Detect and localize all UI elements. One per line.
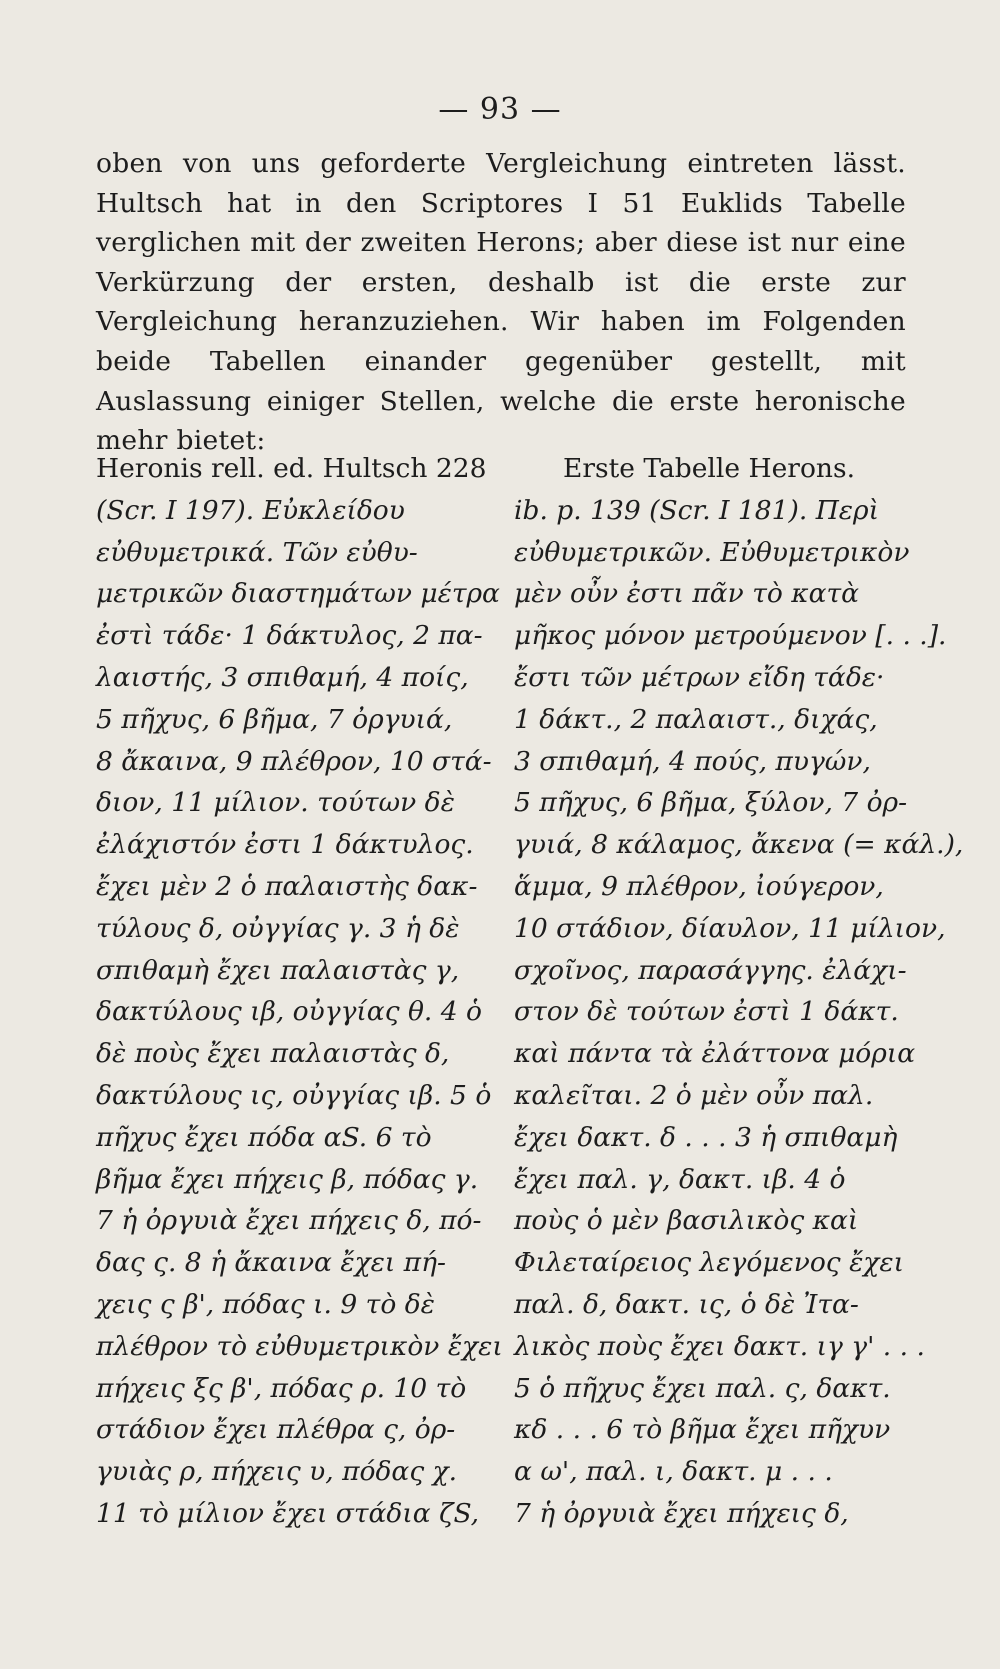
left-line: (Scr. I 197). Εὐκλείδου bbox=[96, 494, 405, 526]
left-line: στάδιον ἔχει πλέθρα ς, ὀρ- bbox=[96, 1414, 456, 1446]
left-line: 7 ἡ ὀργυιὰ ἔχει πήχεις δ, πό- bbox=[96, 1205, 482, 1237]
left-line: πῆχυς ἔχει πόδα αS. 6 τὸ bbox=[96, 1121, 432, 1153]
right-line: ποὺς ὁ μὲν βασιλικὸς καὶ bbox=[514, 1205, 859, 1237]
left-line: 5 πῆχυς, 6 βῆμα, 7 ὀργυιά, bbox=[96, 703, 453, 735]
right-line: καὶ πάντα τὰ ἐλάττονα μόρια bbox=[514, 1038, 916, 1070]
intro-paragraph: oben von uns geforderte Vergleichung eintreten lässt. Hultsch hat in den Scriptores I 51 Euklids Tabelle verglichen mit der zweiten Herons; aber diese ist nur eine Verkürzung der ersten, deshalb ist die erste zur Vergleichung heranzuziehen. Wir haben im Folgenden beide Tabellen einander gegenüber gestellt, mit Auslassung einiger Stellen, welche die erste heronische mehr bietet: bbox=[96, 148, 906, 457]
right-line: ἔχει παλ. γ, δακτ. ιβ. 4 ὁ bbox=[514, 1163, 846, 1195]
page-number: — 93 — bbox=[438, 92, 562, 127]
right-line: Φιλεταίρειος λεγόμενος ἔχει bbox=[514, 1247, 904, 1279]
left-line: δὲ ποὺς ἔχει παλαιστὰς δ, bbox=[96, 1038, 450, 1070]
right-line: ib. p. 139 (Scr. I 181). Περὶ bbox=[514, 494, 879, 526]
right-line: 7 ἡ ὀργυιὰ ἔχει πήχεις δ, bbox=[514, 1497, 849, 1529]
right-line: 10 στάδιον, δίαυλον, 11 μίλιον, bbox=[514, 912, 946, 944]
left-line: δακτύλους ιβ, οὐγγίας θ. 4 ὁ bbox=[96, 996, 483, 1028]
left-line: δας ς. 8 ἡ ἄκαινα ἔχει πή- bbox=[96, 1247, 446, 1279]
right-line: καλεῖται. 2 ὁ μὲν οὖν παλ. bbox=[514, 1079, 874, 1111]
left-line: μετρικῶν διαστημάτων μέτρα bbox=[96, 578, 500, 610]
left-line: σπιθαμὴ ἔχει παλαιστὰς γ, bbox=[96, 954, 460, 986]
right-line: ἔστι τῶν μέτρων εἴδη τάδε· bbox=[514, 661, 885, 693]
left-column-heronis-rell bbox=[96, 448, 503, 1535]
right-line: λικὸς ποὺς ἔχει δακτ. ιγ γ' . . . bbox=[514, 1330, 925, 1362]
right-line: παλ. δ, δακτ. ις, ὁ δὲ Ἰτα- bbox=[514, 1288, 859, 1320]
left-line: ἐστὶ τάδε· 1 δάκτυλος, 2 πα- bbox=[96, 620, 483, 652]
left-line: χεις ς β', πόδας ι. 9 τὸ δὲ bbox=[96, 1288, 435, 1320]
right-line: 1 δάκτ., 2 παλαιστ., διχάς, bbox=[514, 703, 878, 735]
right-line: 3 σπιθαμή, 4 πούς, πυγών, bbox=[514, 745, 871, 777]
left-line: ἔχει μὲν 2 ὁ παλαιστὴς δακ- bbox=[96, 870, 478, 902]
right-line: μῆκος μόνον μετρούμενον [. . .]. bbox=[514, 620, 947, 652]
left-line: γυιὰς ρ, πήχεις υ, πόδας χ. bbox=[96, 1456, 458, 1488]
left-line: πήχεις ξς β', πόδας ρ. 10 τὸ bbox=[96, 1372, 467, 1404]
left-line: δακτύλους ις, οὐγγίας ιβ. 5 ὁ bbox=[96, 1079, 492, 1111]
right-line: σχοῖνος, παρασάγγης. ἐλάχι- bbox=[514, 954, 907, 986]
left-line: πλέθρον τὸ εὐθυμετρικὸν ἔχει bbox=[96, 1330, 503, 1362]
left-column-heading: Heronis rell. ed. Hultsch 228 bbox=[96, 453, 487, 484]
right-line: 5 ὁ πῆχυς ἔχει παλ. ς, δακτ. bbox=[514, 1372, 891, 1404]
right-line: ἅμμα, 9 πλέθρον, ἰούγερον, bbox=[514, 870, 884, 902]
right-line: ἔχει δακτ. δ . . . 3 ἡ σπιθαμὴ bbox=[514, 1121, 898, 1153]
right-line: 5 πῆχυς, 6 βῆμα, ξύλον, 7 ὀρ- bbox=[514, 787, 908, 819]
right-column-erste-tabelle bbox=[514, 448, 964, 1535]
right-line: γυιά, 8 κάλαμος, ἄκενα (= κάλ.), bbox=[514, 829, 964, 861]
left-line: εὐθυμετρικά. Τῶν εὐθυ- bbox=[96, 536, 418, 568]
right-line: στον δὲ τούτων ἐστὶ 1 δάκτ. bbox=[514, 996, 899, 1028]
right-line: εὐθυμετρικῶν. Εὐθυμετρικὸν bbox=[514, 536, 910, 568]
left-line: ἐλάχιστόν ἐστι 1 δάκτυλος. bbox=[96, 829, 474, 861]
left-line: 11 τὸ μίλιον ἔχει στάδια ζS, bbox=[96, 1497, 480, 1529]
right-line: μὲν οὖν ἐστι πᾶν τὸ κατὰ bbox=[514, 578, 860, 610]
left-line: τύλους δ, οὐγγίας γ. 3 ἡ δὲ bbox=[96, 912, 460, 944]
left-line: 8 ἄκαινα, 9 πλέθρον, 10 στά- bbox=[96, 745, 492, 777]
left-line: λαιστής, 3 σπιθαμή, 4 ποίς, bbox=[96, 661, 469, 693]
right-line: κδ . . . 6 τὸ βῆμα ἔχει πῆχυν bbox=[514, 1414, 891, 1446]
right-line: α ω', παλ. ι, δακτ. μ . . . bbox=[514, 1456, 833, 1488]
left-line: βῆμα ἔχει πήχεις β, πόδας γ. bbox=[96, 1163, 479, 1195]
left-line: διον, 11 μίλιον. τούτων δὲ bbox=[96, 787, 455, 819]
right-column-heading: Erste Tabelle Herons. bbox=[563, 453, 855, 484]
